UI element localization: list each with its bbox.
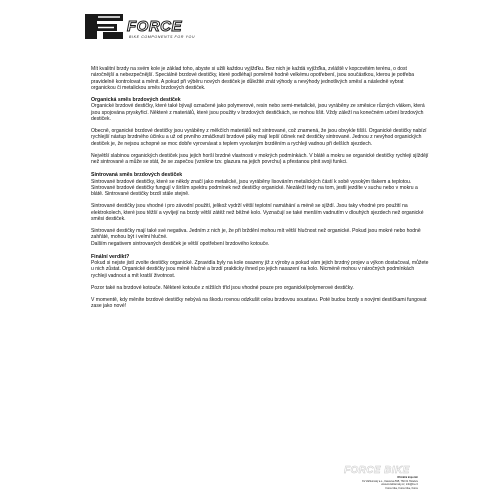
section-title: Finální verdikt? (91, 253, 130, 260)
paragraph: Největší slabinou organických destiček jsou jejich horší brzdné vlastnosti v mokrých podmínkách. V blátě a mokru se organické destičky rychleji sjíždějí než sintrované a může se stát, že se zapečou (vznikne tzv. glazura na jejich povrchu) a přestanou plnit svoji funkci. (91, 152, 429, 165)
watermark-text: FORCE BIKE (344, 465, 410, 476)
footer-line: www.kvzahlumsky.cz, info@kv.cz (381, 483, 418, 487)
force-logo (83, 12, 233, 42)
paragraph: Organické brzdové destičky, které také bývají označené jako polymerové, resin nebo semi-metalické, jsou vyráběny ze směsice různých vláken, která jsou spojována pryskyřicí. Některé z materiálů, které jsou použity v brzdových destičkách, se mohou lišit. Vždy záleží na konečném určení brzdových destiček. (91, 103, 425, 122)
paragraph: Sintrované destičky jsou vhodné i pro závodní použití, jelikož vydrží větší teplotní namáhání a méně se sjíždí. Jsou taky vhodné pro použití na elektrokolech, které jsou těžší a vyvíjejí na brzdy větší zátěž než běžné kolo. Vyznačují se také menším vadnutím v dlouhých sjezdech než organické směsi destiček. (91, 203, 424, 222)
force-logo-mark (83, 12, 233, 42)
section-title: Sintrovaná směs brzdových destiček (91, 172, 183, 179)
force-bike-watermark (342, 462, 422, 476)
footer-contact (362, 476, 418, 490)
paragraph: Pokud si nejste jistí zvolte destičky organické. Zpravidla byly na kole osazeny již z výroby a pokud vám jejich brzdný projev a výkon dostačoval, můžete u nich zůstat. Organické destičky jsou méně hlučné a brzdí prakticky ihned po jejich nasazení na kolo. Nicméně mohou v náročných podmínkách rychleji vadnout a mít kratší životnost. (91, 260, 429, 279)
paragraph: Pozor také na brzdové kotouče. Některé kotouče z nižších tříd jsou vhodné pouze pro organické/polymerové destičky. (91, 284, 354, 291)
paragraph: Sintrované destičky mají také své negativa. Jedním z nich je, že při brždění mohou mít větší hlučnost než organické. Pokud jsou mokré nebo hodně zahřáté, mohou být i velmi hlučné. (91, 228, 421, 241)
brand-tagline: BIKE COMPONENTS FOR YOU (129, 35, 196, 39)
section-title: Organická směs brzdových destiček (91, 97, 181, 103)
footer-line: Force bike, Force bike, Force (385, 486, 418, 490)
section-sintered (91, 172, 429, 247)
footer-line: KV Záhlumský a.s., Karetova 595, 760 01 Holešov (362, 479, 418, 483)
paragraph: V momentě, kdy měníte brzdové destičky nebývá na škodu rovnou odzkušit celou brzdovou soustavu. Poté budou brzdy s novými destičkami fungovat zase jako nové! (91, 297, 427, 310)
paragraph: Obecně, organické brzdové destičky jsou vyráběny z měkčích materiálů než sintrované, což znamená, že jsou obvykle tišší. Organické destičky nabízí rychlejší nástup brzdného účinku a už od prvního zmáčknutí brzdové páky mají lepší účinek než destičky sintrované. Jednou z nevýhod organických destiček je, že nejsou schopné se moc dobře vyrovnávat s teplem vyvolaným brzděním a rychleji vadnou při delších sjezdech. (91, 128, 427, 147)
section-organic (91, 97, 429, 165)
paragraph: Dalším negativem sintrovaných destiček je větší opotřebení brzdového kotouče. (91, 240, 270, 247)
section-verdict (91, 254, 429, 310)
footer-line: Oficiální importér (397, 476, 418, 479)
article-body (91, 66, 429, 317)
brand-name: FORCE (127, 18, 182, 35)
paragraph: Sintrované brzdové destičky, které se někdy značí jako metalické, jsou vyráběny lisováním metalických částí k sobě vysokým tlakem a teplotou. Sintrované brzdové destičky fungují v širším spektru podmínek než destičky organické. Nezáleží tedy na tom, jestli jezdíte v suchu nebo v mokru a blátě. Sintrované destičky brzdí stále stejně. (91, 178, 418, 197)
intro-paragraph: Mít kvalitní brzdy na svém kole je základ toho, abyste si užili každou vyjížďku. Bez nich je každá vyjížďka, zvláště v kopcovitém terénu, o dost náročnější a nebezpečnější. Speciálně brzdové destičky, které podléhají poměrně hodně velkému opotřebení, jsou součástkou, kterou je potřeba pravidelně kontrolovat a měnit. A pokud při výběru nových destiček je důležité znát výhody a nevýhody jednotlivých směsí a následně vybrat organickou či metalickou směs brzdových destiček. (91, 66, 415, 91)
